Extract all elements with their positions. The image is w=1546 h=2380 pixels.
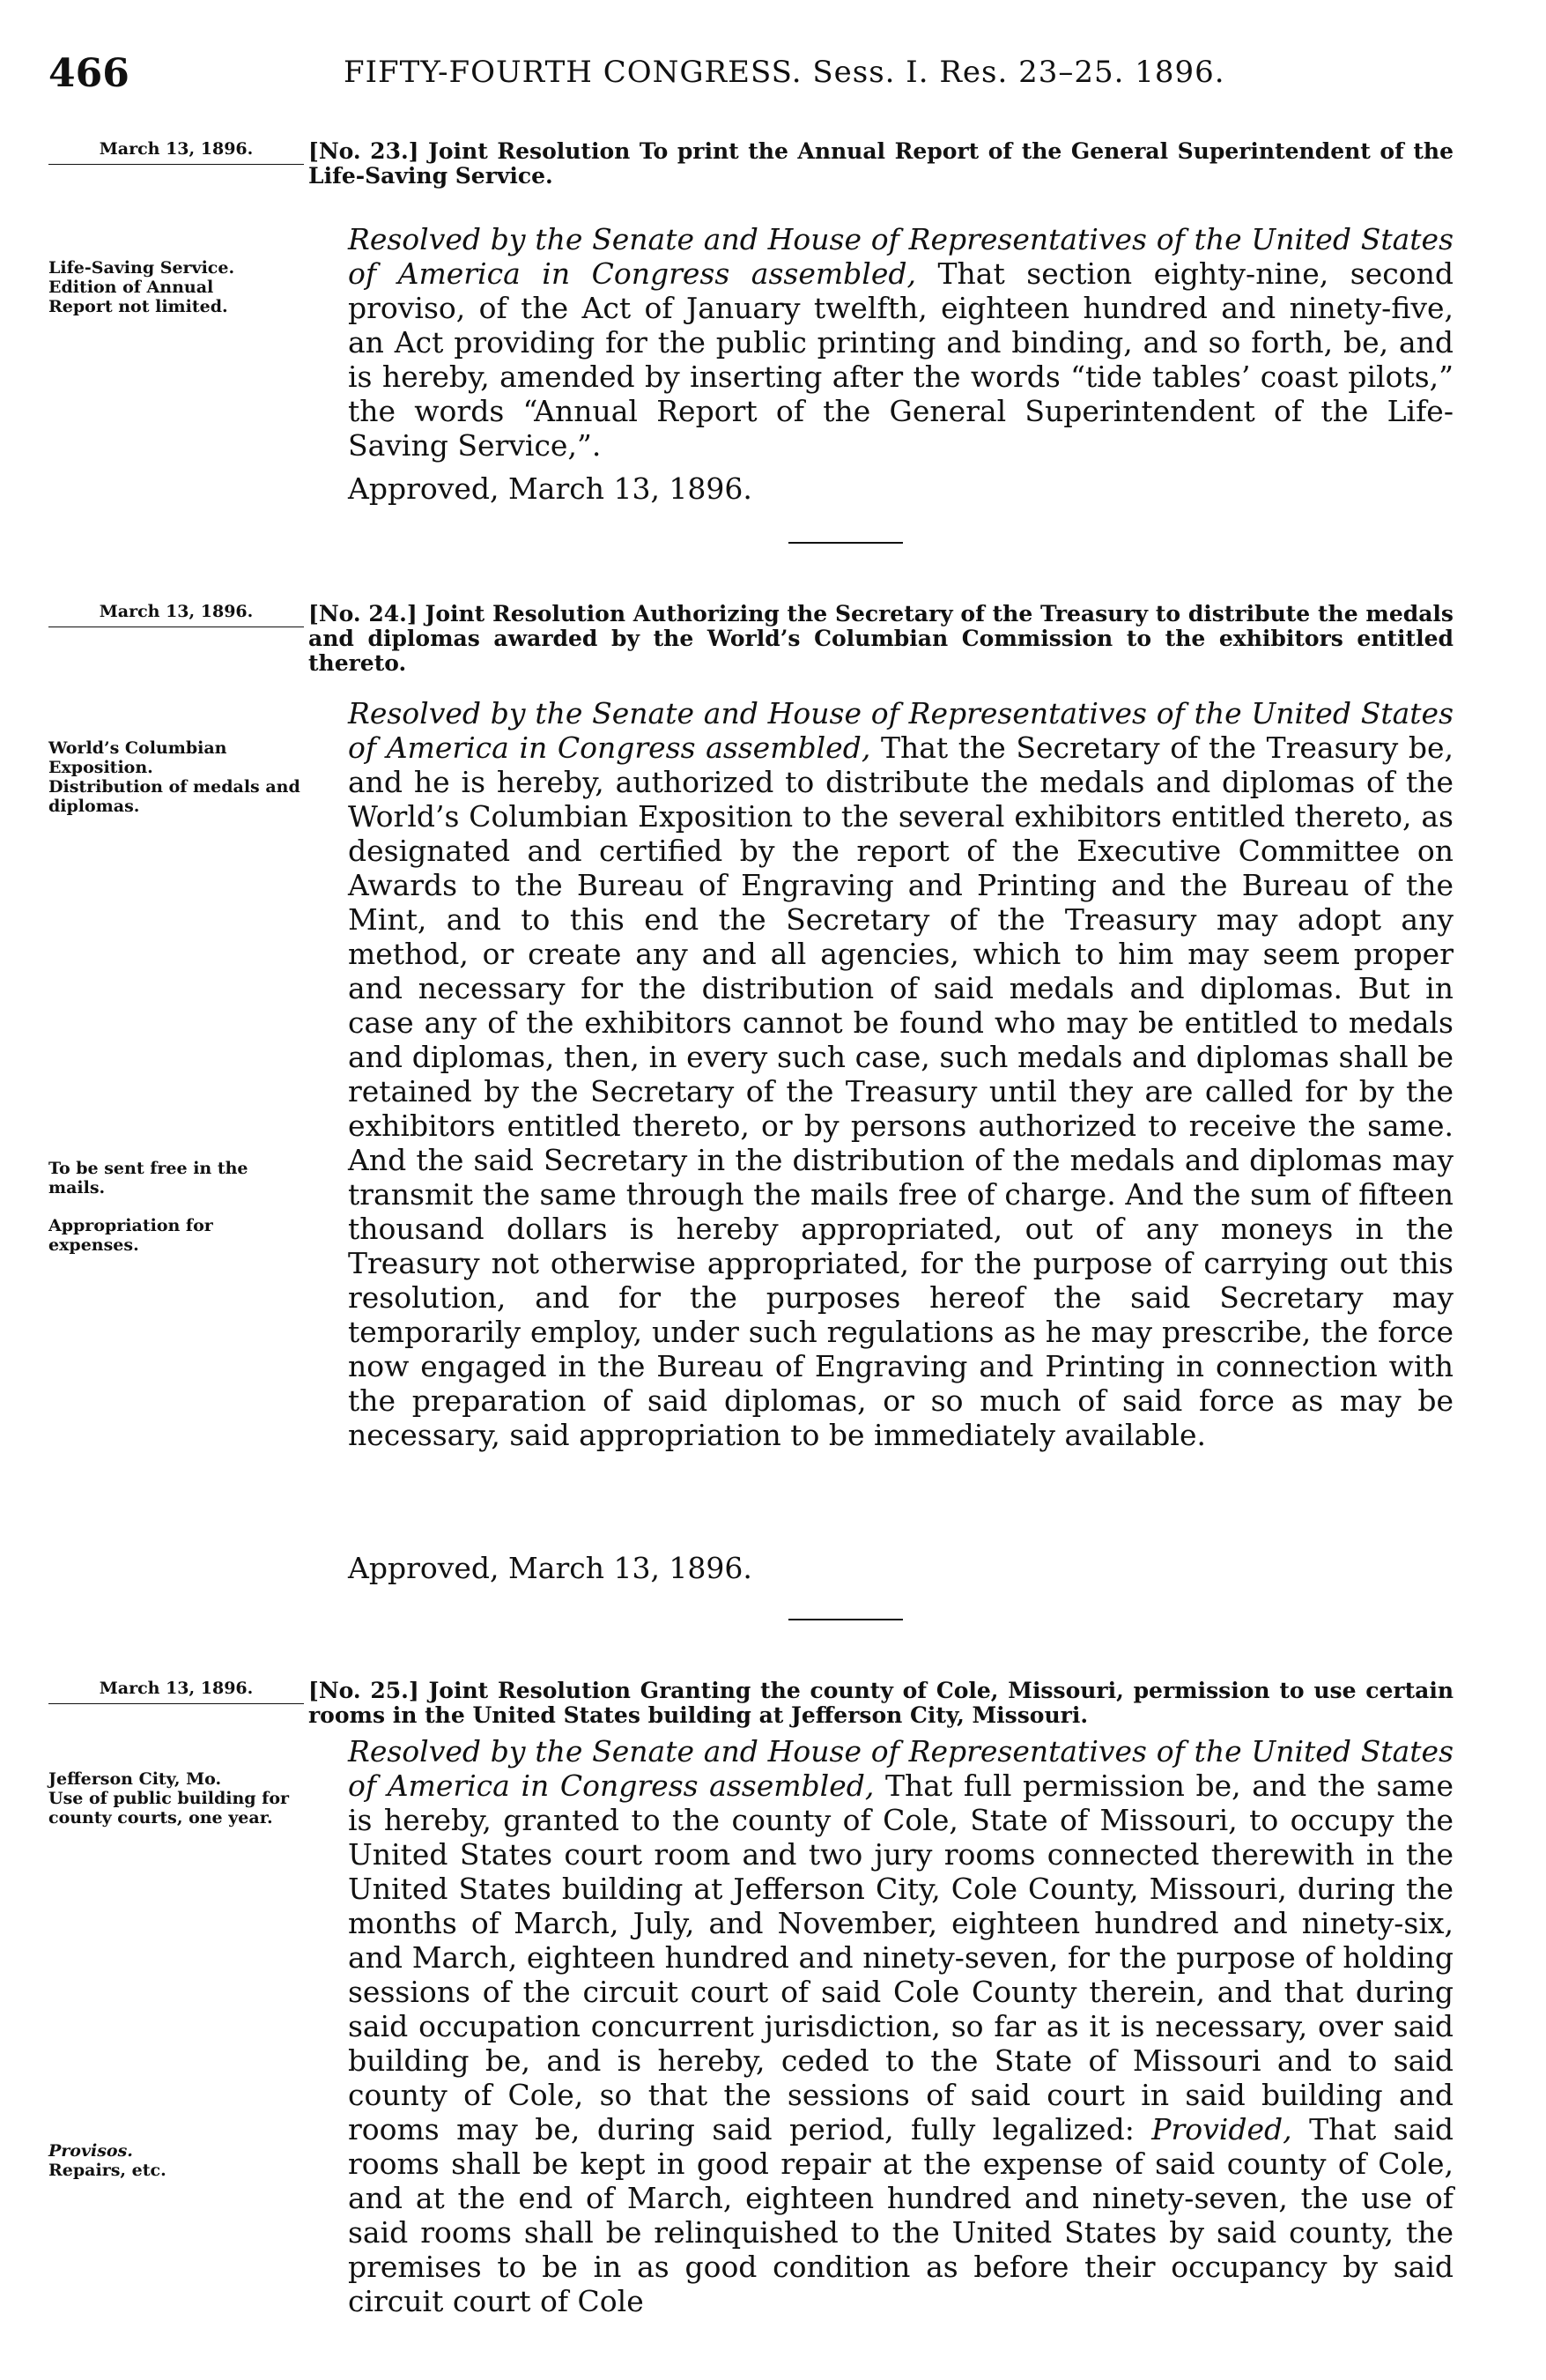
- margin-note-life-saving: Life-Saving Service. Edition of Annual Report not limited.: [48, 258, 235, 316]
- separator-rule: [788, 1619, 903, 1620]
- resolution-body-23: [348, 222, 1454, 463]
- margin-date-23: March 13, 1896.: [48, 139, 304, 165]
- proviso-text: That said rooms shall be kept in good repair at the expense of said county of Cole, and at the end of March, eighteen hundred and ninety-seven, the use of said rooms shall be relinquished to the United States by said county, the premises to be in as good condition as before their occupancy by said circuit court of Cole: [348, 2112, 1454, 2318]
- margin-note-mails: To be sent free in the mails.: [48, 1159, 248, 1197]
- running-head: FIFTY-FOURTH CONGRESS. Sess. I. Res. 23–25. 1896.: [344, 55, 1225, 90]
- margin-note-appropriation: Appropriation for expenses.: [48, 1216, 213, 1255]
- margin-note-exposition: World’s Columbian Exposition. Distribution of medals and diplomas.: [48, 738, 300, 816]
- resolution-heading-23: [No. 23.] Joint Resolution To print the Annual Report of the General Superintendent of the Life-Saving Service.: [308, 138, 1454, 189]
- resolution-body-24: [348, 696, 1454, 1452]
- margin-note-jefferson-city: Jefferson City, Mo. Use of public building for county courts, one year.: [48, 1769, 290, 1828]
- enacting-clause: Resolved by the Senate and House of Representatives of the United States of America in Congress assembled,: [348, 222, 1454, 291]
- margin-rule: [48, 1703, 304, 1704]
- approved-line-23: Approved, March 13, 1896.: [348, 471, 752, 506]
- separator-rule: [788, 542, 903, 544]
- page-header: [48, 51, 1458, 104]
- resolution-heading-24: [No. 24.] Joint Resolution Authorizing the Secretary of the Treasury to distribute the medals and diplomas awarded by the World’s Columbian Commission to the exhibitors entitled thereto.: [308, 601, 1454, 676]
- resolution-text: That the Secretary of the Treasury be, and he is hereby, authorized to distribute the medals and diplomas of the World’s Columbian Exposition to the several exhibitors entitled thereto, as designated and certified by the report of the Executive Committee on Awards to the Bureau of Engraving and Printing and the Bureau of the Mint, and to this end the Secretary of the Treasury may adopt any method, or create any and all agencies, which to him may seem proper and necessary for the distribution of said medals and diplomas. But in case any of the exhibitors cannot be found who may be entitled to medals and diplomas, then, in every such case, such medals and diplomas shall be retained by the Secretary of the Treasury until they are called for by the exhibitors entitled thereto, or by persons authorized to receive the same. And the said Secretary in the distribution of the medals and diplomas may transmit the same through the mails free of charge. And the sum of fifteen thousand dollars is hereby appropriated, out of any moneys in the Treasury not otherwise appropriated, for the purpose of carrying out this resolution, and for the purposes hereof the said Secretary may temporarily employ, under such regulations as he may prescribe, the force now engaged in the Bureau of Engraving and Printing in connection with the preparation of said diplomas, or so much of said force as may be necessary, said appropriation to be immediately available.: [348, 730, 1454, 1452]
- enacting-clause: Resolved by the Senate and House of Representatives of the United States of America in Congress assembled,: [348, 696, 1454, 765]
- page-number: 466: [48, 51, 129, 96]
- resolution-body-25: [348, 1734, 1454, 2318]
- approved-line-24: Approved, March 13, 1896.: [348, 1551, 752, 1585]
- resolution-heading-25: [No. 25.] Joint Resolution Granting the county of Cole, Missouri, permission to use certain rooms in the United States building at Jefferson City, Missouri.: [308, 1678, 1454, 1728]
- enacting-clause: Resolved by the Senate and House of Representatives of the United States of America in Congress assembled,: [348, 1734, 1454, 1803]
- margin-date-25: March 13, 1896.: [48, 1679, 304, 1704]
- resolution-text: That section eighty-nine, second proviso, of the Act of January twelfth, eighteen hundred and ninety-five, an Act providing for the public printing and binding, and so forth, be, and is hereby, amended by inserting after the words “tide tables’ coast pilots,” the words “Annual Report of the General Superintendent of the Life-Saving Service,”.: [348, 256, 1454, 463]
- margin-date-24: March 13, 1896.: [48, 602, 304, 627]
- resolution-text: That full permission be, and the same is hereby, granted to the county of Cole, State of Missouri, to occupy the United States court room and two jury rooms connected therewith in the United States building at Jefferson City, Cole County, Missouri, during the months of March, July, and November, eighteen hundred and ninety-six, and March, eighteen hundred and ninety-seven, for the purpose of holding sessions of the circuit court of said Cole County therein, and that during said occupation concurrent jurisdiction, so far as it is necessary, over said building be, and is hereby, ceded to the State of Missouri and to said county of Cole, so that the sessions of said court in said building and rooms may be, during said period, fully legalized:: [348, 1768, 1454, 2146]
- margin-rule: [48, 164, 304, 165]
- margin-note-provisos: Provisos. Repairs, etc.: [48, 2141, 166, 2180]
- proviso-label: Provided,: [1151, 2112, 1292, 2146]
